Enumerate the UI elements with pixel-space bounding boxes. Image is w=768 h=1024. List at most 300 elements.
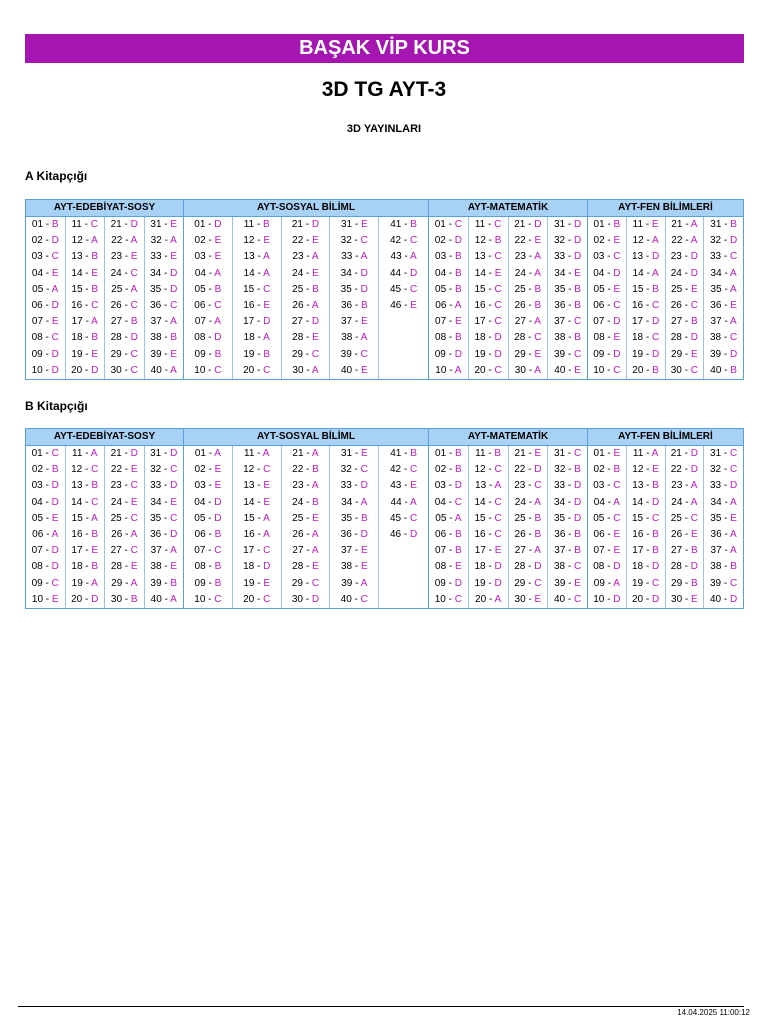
- answer-letter: A: [91, 316, 98, 328]
- answer-cell: 20 - D: [71, 593, 99, 605]
- answer-cell: 17 - E: [474, 545, 502, 557]
- answer-cell: 34 - E: [150, 496, 178, 508]
- answer-cell: 27 - D: [291, 316, 320, 328]
- answer-letter: C: [214, 299, 222, 311]
- answer-letter: B: [652, 545, 659, 557]
- answer-letter: A: [360, 251, 368, 263]
- answer-cell: 35 - B: [340, 512, 368, 524]
- answer-cell: 08 - C: [31, 332, 59, 344]
- answer-letter: A: [730, 316, 737, 328]
- answer-cell: 35 - A: [710, 283, 737, 295]
- page-title: 3D TG AYT-3: [321, 78, 447, 101]
- answer-cell: 33 - D: [554, 251, 582, 263]
- answer-letter: D: [214, 512, 222, 524]
- answer-letter: C: [91, 464, 99, 476]
- answer-letter: A: [534, 496, 541, 508]
- subject-header: AYT-MATEMATİK: [429, 429, 587, 446]
- answer-letter: D: [730, 235, 738, 247]
- answer-letter: D: [170, 480, 178, 492]
- answer-letter: C: [263, 283, 271, 295]
- answer-letter: D: [613, 267, 621, 279]
- answer-letter: C: [130, 545, 138, 557]
- answer-letter: A: [214, 267, 221, 279]
- answer-cell: 16 - B: [632, 528, 659, 540]
- answer-cell: 07 - A: [194, 316, 221, 328]
- answer-cell: 03 - B: [435, 251, 462, 263]
- answer-column: [509, 217, 549, 379]
- answer-cell: 29 - A: [111, 577, 138, 589]
- answer-letter: E: [312, 332, 319, 344]
- answer-cell: 07 - E: [31, 316, 59, 328]
- answer-cell: [379, 330, 428, 346]
- answer-cell: 38 - B: [554, 332, 581, 344]
- answer-letter: C: [494, 283, 502, 295]
- answer-cell: 02 - E: [194, 464, 222, 476]
- answer-cell: 28 - E: [292, 332, 319, 344]
- answer-letter: A: [730, 528, 737, 540]
- answer-cell: 20 - C: [243, 364, 271, 376]
- answer-letter: A: [534, 267, 541, 279]
- answer-letter: C: [91, 496, 99, 508]
- answer-column: [666, 446, 705, 608]
- answer-cell: 18 - A: [243, 332, 270, 344]
- answer-letter: E: [91, 348, 99, 360]
- answer-cell: 07 - E: [593, 545, 621, 557]
- answer-letter: D: [690, 251, 698, 263]
- answer-cell: 22 - D: [514, 464, 542, 476]
- answer-cell: 01 - C: [434, 219, 462, 230]
- answer-cell: 39 - D: [710, 348, 738, 360]
- answer-letter: A: [91, 577, 98, 589]
- answer-letter: A: [91, 235, 98, 247]
- answer-cell: 01 - C: [31, 448, 59, 459]
- answer-column: [469, 217, 509, 379]
- answer-letter: D: [454, 577, 462, 589]
- answer-letter: D: [652, 316, 660, 328]
- answer-letter: C: [360, 593, 368, 605]
- answer-cell: 28 - C: [514, 332, 542, 344]
- answer-cell: 36 - B: [554, 299, 581, 311]
- answer-cell: 12 - C: [474, 464, 502, 476]
- subject-group: [429, 199, 588, 380]
- answer-letter: C: [613, 364, 621, 376]
- answer-cell: 32 - A: [150, 235, 177, 247]
- answer-letter: C: [360, 348, 368, 360]
- answer-cell: 29 - B: [671, 577, 698, 589]
- answer-letter: C: [730, 448, 738, 459]
- answer-letter: E: [91, 545, 99, 557]
- answer-letter: A: [311, 545, 319, 557]
- answer-cell: 24 - A: [671, 496, 698, 508]
- answer-letter: E: [360, 545, 368, 557]
- answer-cell: 08 - E: [593, 332, 621, 344]
- answer-cell: 10 - A: [435, 364, 462, 376]
- answer-letter: B: [263, 348, 271, 360]
- answer-cell: 32 - C: [340, 464, 368, 476]
- answer-cell: 21 - D: [110, 219, 138, 230]
- answer-letter: C: [613, 480, 621, 492]
- answer-letter: C: [263, 464, 271, 476]
- answer-letter: A: [170, 235, 177, 247]
- answer-letter: A: [454, 512, 462, 524]
- answer-cell: 18 - B: [71, 561, 99, 573]
- answer-cell: 40 - C: [554, 593, 582, 605]
- answer-cell: 36 - A: [710, 528, 737, 540]
- answer-cell: 31 - C: [554, 448, 582, 459]
- answer-letter: C: [409, 235, 418, 247]
- answer-cell: 31 - D: [150, 448, 178, 459]
- answer-letter: E: [613, 332, 621, 344]
- answer-cell: 02 - B: [593, 464, 621, 476]
- answer-cell: 24 - C: [110, 267, 138, 279]
- answer-cell: 37 - A: [150, 545, 177, 557]
- answer-cell: 17 - B: [632, 545, 659, 557]
- answer-cell: 39 - A: [341, 577, 368, 589]
- answer-letter: C: [494, 251, 502, 263]
- answer-letter: B: [652, 480, 659, 492]
- answer-letter: A: [730, 283, 737, 295]
- answer-letter: C: [263, 545, 271, 557]
- answer-letter: B: [312, 464, 319, 476]
- subject-group: [25, 428, 184, 609]
- answer-cell: 17 - D: [632, 316, 660, 328]
- answer-cell: 40 - E: [554, 364, 581, 376]
- answer-cell: 39 - C: [710, 577, 738, 589]
- answer-cell: 27 - A: [292, 545, 319, 557]
- answer-letter: A: [494, 593, 502, 605]
- answer-cell: 22 - B: [292, 464, 319, 476]
- answer-letter: D: [690, 448, 698, 459]
- answer-cell: 38 - C: [710, 332, 738, 344]
- answer-letter: E: [730, 299, 737, 311]
- answer-letter: A: [690, 219, 698, 230]
- answer-letter: A: [311, 299, 319, 311]
- answer-letter: C: [214, 364, 222, 376]
- answer-cell: 10 - E: [31, 593, 59, 605]
- answer-letter: C: [652, 577, 660, 589]
- answer-cell: 37 - C: [554, 316, 582, 328]
- answer-letter: C: [130, 512, 138, 524]
- answer-cell: 31 - C: [710, 448, 738, 459]
- answer-letter: D: [690, 267, 698, 279]
- answer-cell: 08 - D: [194, 332, 222, 344]
- answer-letter: E: [455, 561, 462, 573]
- answer-letter: D: [214, 496, 222, 508]
- answer-cell: 23 - A: [292, 251, 319, 263]
- answer-letter: C: [51, 332, 59, 344]
- answer-cell: 26 - B: [514, 299, 542, 311]
- answer-cell: 29 - C: [514, 577, 542, 589]
- answer-letter: D: [613, 561, 621, 573]
- answer-letter: D: [409, 267, 418, 279]
- answer-letter: B: [613, 219, 621, 230]
- answer-cell: 15 - B: [632, 283, 659, 295]
- answer-cell: 04 - C: [434, 496, 462, 508]
- answer-cell: 32 - C: [710, 464, 738, 476]
- answer-cell: 11 - B: [243, 219, 270, 230]
- subject-header: AYT-EDEBİYAT-SOSY: [26, 200, 183, 217]
- answer-letter: E: [574, 577, 581, 589]
- answer-letter: E: [652, 464, 659, 476]
- answer-cell: 25 - B: [514, 283, 542, 295]
- answer-letter: A: [652, 235, 659, 247]
- answer-letter: E: [51, 267, 59, 279]
- answer-letter: D: [91, 593, 99, 605]
- answer-cell: 26 - A: [111, 528, 138, 540]
- answer-cell: 02 - E: [194, 235, 222, 247]
- answer-cell: 05 - A: [32, 283, 59, 295]
- answer-cell: 20 - C: [243, 593, 271, 605]
- answer-cell: 04 - A: [593, 496, 620, 508]
- footer-divider: [18, 1006, 744, 1007]
- answer-cell: 35 - D: [554, 512, 582, 524]
- answer-cell: 34 - D: [554, 496, 582, 508]
- answer-letter: D: [311, 316, 320, 328]
- answer-column: [509, 446, 549, 608]
- answer-cell: 06 - C: [194, 299, 222, 311]
- answer-letter: A: [409, 251, 417, 263]
- answer-cell: 04 - D: [593, 267, 621, 279]
- answer-column: [145, 217, 184, 379]
- answer-cell: 30 - C: [670, 364, 698, 376]
- answer-cell: 03 - C: [593, 251, 621, 263]
- answer-letter: A: [652, 267, 659, 279]
- answer-column: [588, 446, 627, 608]
- answer-cell: 10 - C: [434, 593, 462, 605]
- answer-cell: 04 - B: [435, 267, 462, 279]
- answer-cell: 09 - D: [31, 348, 59, 360]
- answer-letter: C: [170, 299, 178, 311]
- answer-cell: 13 - E: [243, 480, 271, 492]
- answer-cell: [379, 347, 428, 363]
- answer-letter: E: [691, 348, 698, 360]
- answer-cell: 09 - C: [31, 577, 59, 589]
- answer-letter: D: [574, 496, 582, 508]
- answer-cell: 35 - E: [710, 512, 737, 524]
- answer-letter: D: [574, 512, 582, 524]
- answer-cell: 18 - D: [474, 561, 502, 573]
- answer-letter: C: [730, 464, 738, 476]
- answer-cell: 41 - B: [390, 219, 417, 230]
- answer-cell: [379, 363, 428, 379]
- answer-letter: C: [214, 593, 222, 605]
- answer-letter: B: [613, 464, 621, 476]
- answer-letter: A: [130, 283, 138, 295]
- answer-letter: B: [91, 251, 99, 263]
- answer-cell: 04 - D: [31, 496, 59, 508]
- answer-letter: D: [51, 364, 59, 376]
- answer-letter: D: [730, 593, 738, 605]
- answer-letter: E: [613, 528, 621, 540]
- answer-cell: 14 - E: [474, 267, 502, 279]
- answer-cell: 34 - E: [554, 267, 581, 279]
- answer-cell: 29 - C: [291, 577, 320, 589]
- answer-letter: C: [690, 512, 698, 524]
- answer-letter: D: [51, 348, 59, 360]
- answer-letter: C: [652, 299, 660, 311]
- answer-letter: B: [534, 512, 542, 524]
- answer-cell: 18 - B: [71, 332, 99, 344]
- answer-letter: C: [534, 577, 542, 589]
- answer-letter: C: [494, 299, 502, 311]
- answer-column: [66, 217, 106, 379]
- answer-cell: 13 - B: [632, 480, 659, 492]
- answer-column: [145, 446, 184, 608]
- answer-cell: 20 - B: [632, 364, 659, 376]
- publisher: 3D YAYINLARI: [346, 123, 422, 135]
- answer-cell: 16 - C: [71, 299, 99, 311]
- answer-letter: C: [690, 364, 698, 376]
- answer-cell: 40 - C: [340, 593, 368, 605]
- answer-cell: 23 - E: [110, 251, 138, 263]
- answer-letter: E: [263, 480, 271, 492]
- answer-letter: D: [690, 332, 698, 344]
- answer-letter: E: [360, 561, 368, 573]
- answer-cell: 01 - B: [435, 448, 462, 459]
- answer-cell: 19 - E: [71, 348, 99, 360]
- answer-cell: 33 - D: [340, 480, 368, 492]
- answer-letter: D: [360, 528, 368, 540]
- answer-cell: [379, 592, 428, 608]
- answer-letter: E: [170, 251, 178, 263]
- answer-column: [184, 217, 233, 379]
- answer-cell: 35 - C: [150, 512, 178, 524]
- answer-cell: 28 - D: [670, 561, 698, 573]
- answer-cell: 14 - E: [243, 496, 271, 508]
- answer-letter: C: [409, 512, 418, 524]
- answer-letter: A: [311, 364, 319, 376]
- answer-cell: 03 - D: [434, 480, 462, 492]
- answer-letter: D: [51, 545, 59, 557]
- answer-letter: B: [534, 528, 542, 540]
- answer-letter: A: [262, 448, 270, 459]
- answer-letter: E: [613, 545, 621, 557]
- answer-cell: 11 - B: [475, 448, 502, 459]
- answer-cell: 25 - B: [292, 283, 319, 295]
- answer-cell: 09 - A: [593, 577, 620, 589]
- answer-letter: D: [51, 480, 59, 492]
- answer-cell: 21 - D: [291, 219, 320, 230]
- answer-cell: 03 - C: [31, 251, 59, 263]
- answer-cell: 07 - C: [194, 545, 222, 557]
- answer-letter: B: [170, 577, 178, 589]
- answer-letter: D: [454, 348, 462, 360]
- answer-letter: C: [51, 251, 59, 263]
- answer-column: [704, 217, 743, 379]
- answer-letter: A: [494, 480, 502, 492]
- answer-letter: E: [613, 448, 621, 459]
- answer-cell: 16 - C: [474, 299, 502, 311]
- answer-letter: D: [534, 464, 542, 476]
- answer-letter: E: [494, 267, 502, 279]
- answer-cell: 13 - B: [71, 480, 99, 492]
- answer-letter: A: [263, 332, 270, 344]
- answer-letter: D: [130, 448, 138, 459]
- answer-cell: 05 - E: [31, 512, 59, 524]
- answer-cell: 33 - C: [710, 251, 738, 263]
- answer-letter: B: [691, 577, 698, 589]
- answer-letter: C: [454, 593, 462, 605]
- answer-cell: 27 - A: [514, 316, 541, 328]
- answer-cell: 34 - A: [710, 496, 737, 508]
- answer-cell: 02 - D: [434, 235, 462, 247]
- banner: BAŞAK VİP KURS: [25, 34, 744, 63]
- answer-cell: 19 - E: [243, 577, 271, 589]
- answer-cell: 35 - D: [150, 283, 178, 295]
- answer-cell: 14 - C: [71, 496, 99, 508]
- answer-letter: E: [534, 448, 542, 459]
- answer-cell: 15 - C: [474, 283, 502, 295]
- answer-cell: 26 - C: [670, 299, 698, 311]
- answer-cell: 27 - B: [671, 316, 698, 328]
- answer-column: [704, 446, 743, 608]
- answer-cell: 21 - A: [671, 219, 698, 230]
- booklet-b-label: B Kitapçığı: [25, 399, 88, 413]
- answer-letter: D: [170, 267, 178, 279]
- answer-cell: 30 - A: [514, 364, 541, 376]
- answer-cell: 11 - C: [71, 219, 98, 230]
- answer-letter: B: [652, 528, 659, 540]
- answer-cell: 31 - D: [554, 219, 582, 230]
- answer-letter: B: [51, 464, 59, 476]
- answer-letter: A: [534, 364, 541, 376]
- answer-cell: 41 - B: [390, 448, 417, 459]
- answer-letter: C: [613, 299, 621, 311]
- answer-letter: D: [51, 235, 59, 247]
- answer-letter: E: [130, 251, 138, 263]
- answer-cell: 01 - A: [194, 448, 221, 459]
- answer-cell: 36 - B: [554, 528, 581, 540]
- answer-column: [330, 446, 379, 608]
- answer-cell: 36 - B: [340, 299, 368, 311]
- answer-letter: A: [690, 496, 698, 508]
- answer-cell: 26 - A: [292, 528, 319, 540]
- answer-cell: 13 - A: [475, 480, 502, 492]
- answer-letter: C: [534, 332, 542, 344]
- answer-letter: C: [730, 332, 738, 344]
- answer-cell: 25 - C: [110, 512, 138, 524]
- subject-header: AYT-FEN BİLİMLERİ: [588, 429, 743, 446]
- answer-cell: 38 - E: [150, 561, 178, 573]
- answer-letter: A: [170, 316, 177, 328]
- answer-cell: 18 - D: [474, 332, 502, 344]
- answer-cell: 39 - C: [340, 348, 368, 360]
- answer-letter: E: [312, 561, 319, 573]
- answer-letter: B: [91, 480, 99, 492]
- subject-header: AYT-MATEMATİK: [429, 200, 587, 217]
- answer-letter: E: [263, 235, 271, 247]
- answer-letter: C: [170, 512, 178, 524]
- answer-letter: E: [263, 577, 271, 589]
- answer-letter: E: [410, 299, 417, 311]
- answer-letter: E: [691, 593, 698, 605]
- answer-cell: 23 - A: [671, 480, 698, 492]
- answer-letter: D: [652, 496, 660, 508]
- answer-letter: B: [455, 545, 462, 557]
- answer-letter: B: [214, 283, 222, 295]
- answer-letter: D: [130, 332, 138, 344]
- answer-cell: 28 - D: [110, 332, 138, 344]
- answer-letter: D: [214, 332, 222, 344]
- answer-letter: D: [652, 348, 660, 360]
- answer-cell: 23 - A: [514, 251, 541, 263]
- answer-cell: 39 - E: [150, 348, 178, 360]
- answer-letter: B: [455, 448, 462, 459]
- answer-cell: 08 - D: [31, 561, 59, 573]
- answer-letter: B: [51, 219, 59, 230]
- answer-cell: 12 - A: [632, 235, 659, 247]
- answer-cell: 16 - A: [243, 528, 270, 540]
